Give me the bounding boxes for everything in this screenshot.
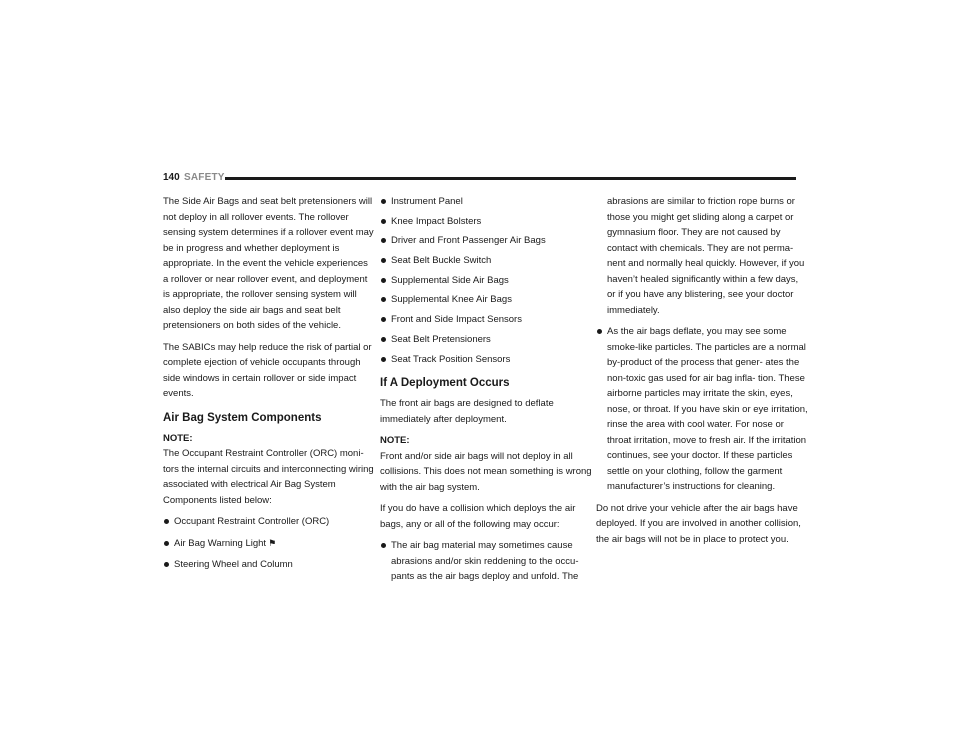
note-label: NOTE: <box>380 435 410 446</box>
note <box>163 431 375 509</box>
page-header <box>163 172 796 186</box>
list-item: Front and Side Impact Sensors <box>380 312 592 328</box>
page-number: 140 <box>163 172 180 183</box>
note-label: NOTE: <box>163 432 193 444</box>
paragraph: Do not drive your vehicle after the air bags have deployed. If you are involved in another collision, the air bags will not be in place to protect you. <box>596 502 801 545</box>
deployment-effects-list <box>380 538 592 585</box>
list-item: Driver and Front Passenger Air Bags <box>380 233 592 249</box>
column-middle <box>380 194 592 591</box>
list-item: Steering Wheel and Column <box>163 557 375 573</box>
section-title: SAFETY <box>184 172 225 183</box>
paragraph: If you do have a collision which deploys the air bags, any or all of the following may occur: <box>380 503 576 530</box>
list-item: Supplemental Knee Air Bags <box>380 292 592 308</box>
list-item: The air bag material may sometimes cause abrasions and/or skin reddening to the occu- pants as the air bags deploy and unfold. The <box>380 538 592 585</box>
section-heading: If A Deployment Occurs <box>380 377 510 389</box>
note <box>380 433 592 495</box>
column-left <box>163 194 375 577</box>
list-item: Instrument Panel <box>380 194 592 210</box>
list-item: Occupant Restraint Controller (ORC) <box>163 514 375 530</box>
note-text: The Occupant Restraint Controller (ORC) moni- tors the internal circuits and interconnecting wiring associated with electrical Air Bag System Components listed below: <box>163 448 374 506</box>
list-item: Supplemental Side Air Bags <box>380 273 592 289</box>
paragraph: The front air bags are designed to deflate immediately after deployment. <box>380 398 554 425</box>
component-list-continued <box>380 194 592 367</box>
header-rule <box>225 177 796 180</box>
section-heading: Air Bag System Components <box>163 411 322 424</box>
airbag-warning-icon: ⚑ <box>268 537 277 548</box>
list-item: Air Bag Warning Light ⚑ <box>163 536 375 552</box>
list-item: Seat Belt Buckle Switch <box>380 253 592 269</box>
list-item: Knee Impact Bolsters <box>380 214 592 230</box>
column-right <box>596 194 808 553</box>
list-item: Seat Track Position Sensors <box>380 352 592 368</box>
paragraph: The SABICs may help reduce the risk of partial or complete ejection of vehicle occupants through side windows in certain rollover or side impact events. <box>163 341 372 399</box>
list-item-continuation: abrasions are similar to friction rope burns or those you might get sliding along a carpet or gymnasium floor. They are not caused by contact with chemicals. They are not perma- nent and normally heal quickly. However, if you haven’t healed significantly within a few days, or if you have any blistering, see your doctor immediately. <box>607 196 805 316</box>
list-item: Seat Belt Pretensioners <box>380 332 592 348</box>
note-text: Front and/or side air bags will not deploy in all collisions. This does not mean something is wrong with the air bag system. <box>380 450 592 493</box>
deployment-effects-list-continued <box>596 194 808 495</box>
paragraph: The Side Air Bags and seat belt pretensioners will not deploy in all rollover events. The rollover sensing system determines if a rollover event may be in progress and whether deployment is appropriate. In the event the vehicle experiences a rollover or near rollover event, and deployment is appropriate, the rollover sensing system will also deploy the side air bags and seat belt pretensioners on both sides of the vehicle. <box>163 196 374 331</box>
list-item: As the air bags deflate, you may see some smoke-like particles. The particles are a normal by-product of the process that gener- ates the non-toxic gas used for air bag infla- tion. These airborne particles may irritate the skin, eyes, nose, or throat. If you have skin or eye irritation, rinse the area with cool water. For nose or throat irritation, move to fresh air. If the irritation continues, see your doctor. If these particles settle on your clothing, follow the garment manufacturer’s instructions for cleaning. <box>596 324 808 495</box>
component-list <box>163 514 375 573</box>
